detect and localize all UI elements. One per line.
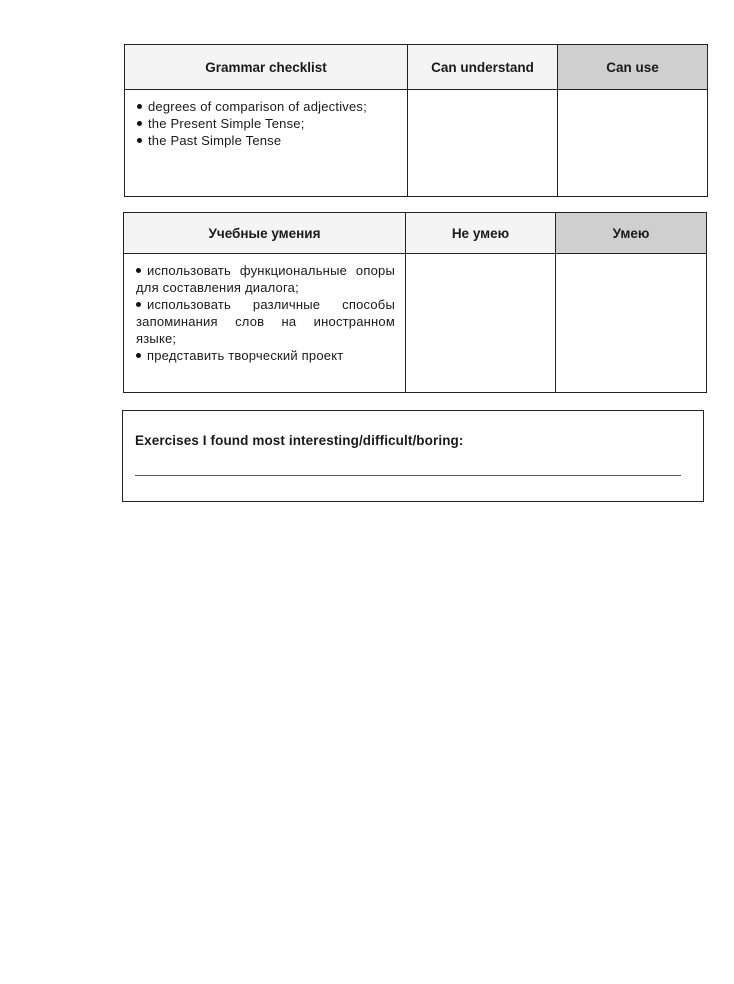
grammar-items-list <box>137 98 397 149</box>
skill-item-text: представить творческий проект <box>147 348 344 363</box>
bullet-icon <box>137 121 142 126</box>
bullet-icon <box>136 268 141 273</box>
grammar-items-cell <box>125 90 408 197</box>
exercises-title: Exercises I found most interesting/difficult/boring: <box>135 433 464 448</box>
skill-item-text: использовать различные способы запоминания слов на иностранном языке; <box>136 297 395 346</box>
can-use-cell[interactable] <box>558 90 708 197</box>
grammar-checklist-table <box>124 44 708 197</box>
list-item <box>137 132 397 149</box>
cannot-do-header: Не умею <box>406 213 556 254</box>
can-do-header: Умею <box>556 213 707 254</box>
list-item <box>137 98 397 115</box>
grammar-item-text: the Present Simple Tense; <box>148 116 305 131</box>
table-row <box>125 90 708 197</box>
list-item <box>136 262 395 296</box>
table-row <box>124 254 707 393</box>
can-do-cell[interactable] <box>556 254 707 393</box>
skills-items-cell <box>124 254 406 393</box>
can-understand-cell[interactable] <box>408 90 558 197</box>
learning-skills-table <box>123 212 707 393</box>
list-item <box>136 347 395 364</box>
skill-item-text: использовать функциональные опоры для составления диалога; <box>136 263 395 295</box>
grammar-item-text: the Past Simple Tense <box>148 133 282 148</box>
grammar-item-text: degrees of comparison of adjectives; <box>148 99 367 114</box>
cannot-do-cell[interactable] <box>406 254 556 393</box>
list-item <box>137 115 397 132</box>
bullet-icon <box>136 353 141 358</box>
learning-skills-header: Учебные умения <box>124 213 406 254</box>
bullet-icon <box>137 104 142 109</box>
bullet-icon <box>137 138 142 143</box>
can-use-header: Can use <box>558 45 708 90</box>
skills-items-list <box>136 262 395 364</box>
grammar-checklist-header: Grammar checklist <box>125 45 408 90</box>
exercises-answer-line[interactable] <box>135 475 681 476</box>
can-understand-header: Can understand <box>408 45 558 90</box>
exercises-box <box>122 410 704 502</box>
list-item <box>136 296 395 347</box>
bullet-icon <box>136 302 141 307</box>
